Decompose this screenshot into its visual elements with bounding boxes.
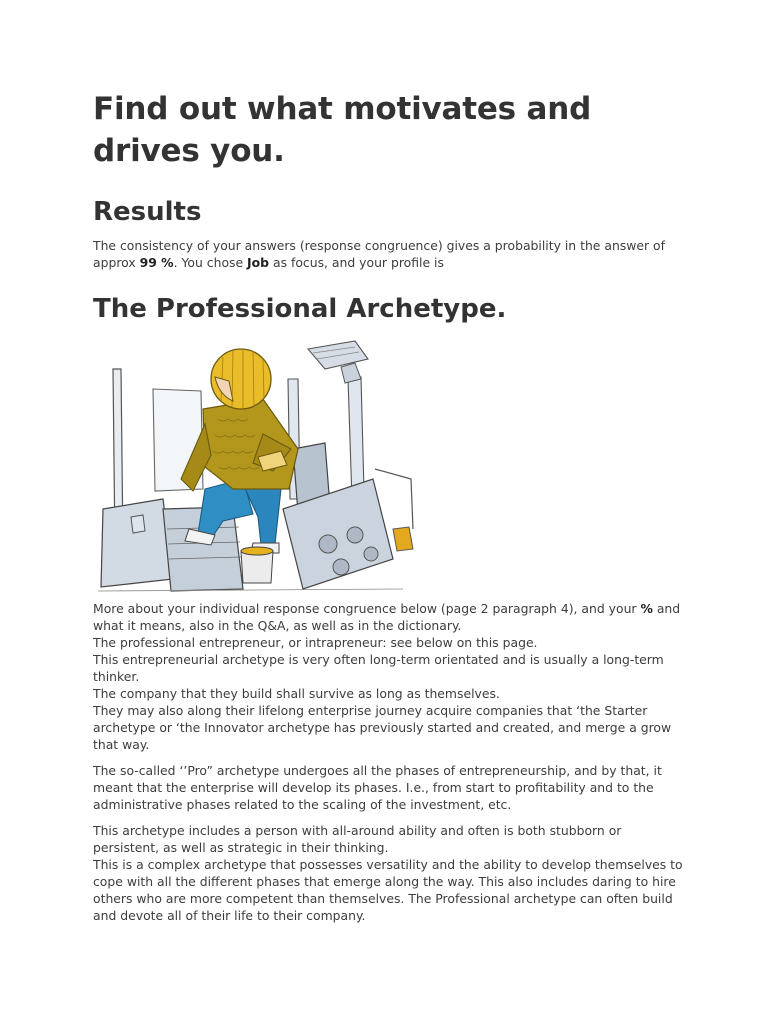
paragraph-line: The company that they build shall survive as long as themselves. <box>93 686 500 701</box>
paragraph-line: This entrepreneurial archetype is very often long-term orientated and is usually a long-term thinker. <box>93 652 664 684</box>
intro-text-3: as focus, and your profile is <box>269 255 444 270</box>
page-title: Find out what motivates and drives you. <box>93 91 592 169</box>
intro-text-2: . You chose <box>173 255 248 270</box>
bulldozer-driver-illustration <box>93 339 423 595</box>
focus-value: Job <box>247 255 270 270</box>
text-span: More about your individual response congruence below (page 2 paragraph 4), and your <box>93 601 641 616</box>
text-span: and what it means, also in the Q&A, as well as in the dictionary. <box>93 601 681 633</box>
document-content <box>93 88 683 924</box>
intro-text-1: The consistency of your answers (response congruence) gives a probability in the answer of approx <box>93 238 666 270</box>
archetype-illustration <box>93 339 423 595</box>
paragraph-line: This archetype includes a person with all-around ability and often is both stubborn or persistent, as well as strategic in their thinking. <box>93 823 622 855</box>
paragraph-line: The professional entrepreneur, or intrapreneur: see below on this page. <box>93 635 538 650</box>
percent-mark: % <box>640 601 653 616</box>
paragraph-line: This is a complex archetype that possesses versatility and the ability to develop themselves to cope with all the different phases that emerge along the way. This also includes daring to hire others who are more competent than themselves. The Professional archetype can often build and devote all of their life to their company. <box>93 857 683 923</box>
archetype-paragraph-3 <box>93 822 683 924</box>
paragraph-line: They may also along their lifelong enterprise journey acquire companies that ‘the Starter archetype or ‘the Innovator archetype has previously started and created, and merge a grow that way. <box>93 703 672 752</box>
results-heading: Results <box>93 197 202 227</box>
intro-paragraph <box>93 237 683 271</box>
paragraph-line <box>93 600 683 634</box>
probability-value: 99 % <box>139 255 174 270</box>
archetype-paragraph-2: The so-called ‘’Pro” archetype undergoes all the phases of entrepreneurship, and by that, it meant that the enterprise will develop its phases. I.e., from start to profitability and to the administrative phases related to the scaling of the investment, etc. <box>93 763 662 812</box>
archetype-heading: The Professional Archetype. <box>93 294 507 324</box>
archetype-paragraph-1 <box>93 600 683 753</box>
